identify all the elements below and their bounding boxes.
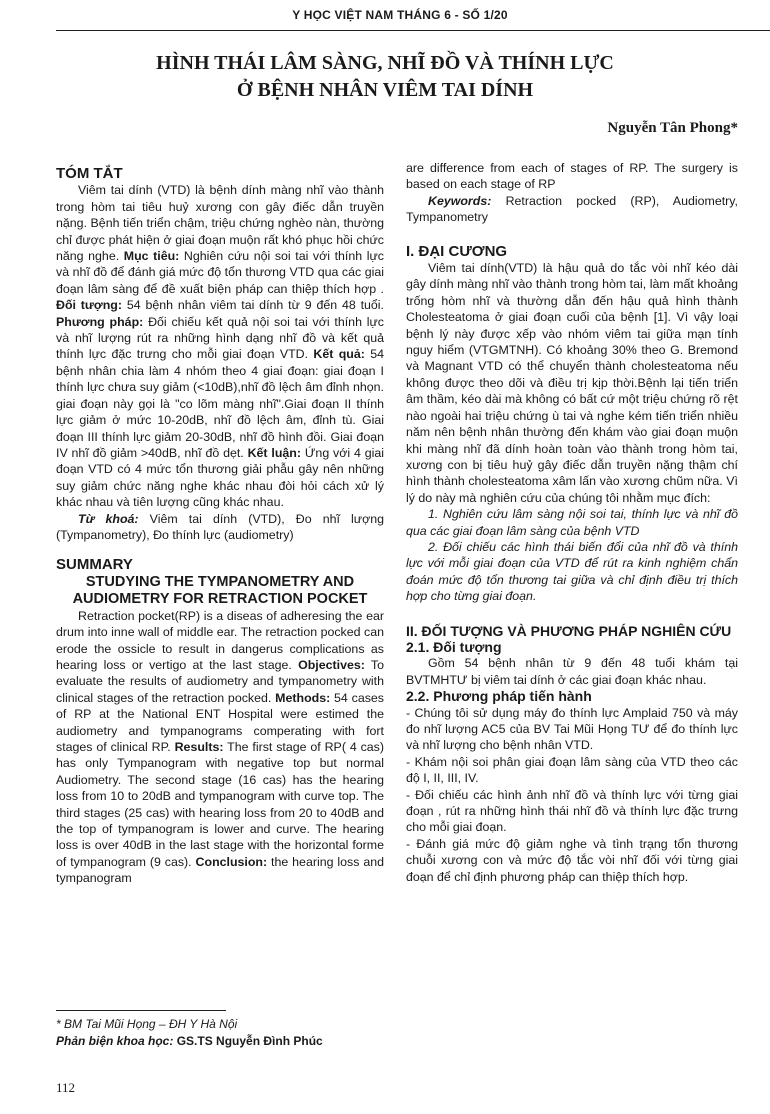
method-bullet-3: - Đối chiếu các hình ảnh nhĩ đồ và thính lực với từng giai đoạn , rút ra những hình thái nhĩ đồ và thính lực đặc trưng cho mỗi giai đoạn. xyxy=(406,787,738,835)
tomtat-ketluan: Ứng với 4 giai đoạn VTD có 4 mức tổn thương giải phẫu gây nên những suy giảm chức năng nghe khác nhau đòi hỏi cách xử lý khác nhau và tiên lượng cũng khác nhau. xyxy=(56,445,384,510)
summary-title-line1: STUDYING THE TYMPANOMETRY AND xyxy=(85,573,355,590)
subsection-2-1: 2.1. Đối tượng xyxy=(406,638,502,655)
article-title-line2: Ở BỆNH NHÂN VIÊM TAI DÍNH xyxy=(236,79,534,101)
tomtat-keywords xyxy=(56,511,384,544)
article-title-line1: HÌNH THÁI LÂM SÀNG, NHĨ ĐỒ VÀ THÍNH LỰC xyxy=(156,52,614,74)
label-results: Results: xyxy=(174,740,224,754)
summary-intro: Retraction pocket(RP) is a diseas of adheresing the ear drum into inne wall of middle ear. The retraction pocked can erode the ossicle to result in dangerus complications as hearing loss or vertigo at the last stage. xyxy=(56,608,384,672)
section2-heading: II. ĐỐI TƯỢNG VÀ PHƯƠNG PHÁP NGHIÊN CỨU xyxy=(406,622,732,639)
label-conclusion: Conclusion: xyxy=(195,854,268,869)
journal-header: Y HỌC VIỆT NAM THÁNG 6 - SỐ 1/20 xyxy=(292,8,508,22)
label-muctieu: Mục tiêu: xyxy=(123,249,180,264)
objective-2: 2. Đối chiếu các hình thái biến đổi của nhĩ đồ và thính lực với mỗi giai đoạn của VTD để rút ra kinh nghiệm chẩn đoán mức độ tổn thương tai giữa và chỉ định điều trị thích hợp cho từng giai đoạn. xyxy=(406,539,738,604)
footnote-affiliation: * BM Tai Mũi Họng – ĐH Y Hà Nội xyxy=(56,1017,238,1031)
label-doituong: Đối tượng: xyxy=(56,298,122,313)
tomtat-muctieu: Nghiên cứu nội soi tai với thính lực và nhĩ đồ để đánh giá mức độ tổn thương VTD qua các giai đoạn lâm sàng để đề xuất biện pháp can thiệp thích hợp . xyxy=(56,249,384,296)
label-tukhoa: Từ khoá: xyxy=(78,511,139,526)
tomtat-intro: Viêm tai dính (VTD) là bệnh dính màng nhĩ vào thành trong hòm tai tiêu huỷ xương con gây điếc dẫn truyền nặng. Bệnh tiến triển chậm, triệu chứng nghèo nàn, thường chỉ được phát hiện ở giai đoạn muộn rất khó phục hồi chức năng nghe. xyxy=(56,183,384,264)
summary-heading: SUMMARY xyxy=(56,556,133,574)
label-ketluan: Kết luận: xyxy=(247,445,301,460)
header-rule xyxy=(56,30,770,31)
footnote-rule xyxy=(56,1010,226,1011)
section1-paragraph: Viêm tai dính(VTD) là hậu quả do tắc vòi nhĩ kéo dài gây dính màng nhĩ vào thành trong hòm tai, làm mất khoảng trống hòm nhĩ và thường dẫn đến hậu quả hình thành Cholesteatoma ở giai đoạn cuối của bệnh [1]. Vì vậy loại bệnh lý này được xếp vào nhóm viêm tai giữa mạn tính nguy hiểm (VTGMTNH). Có khoảng 30% theo G. Bremond và Magnant VTD có thể chuyển thành cholesteatoma nếu không được theo dõi và điều trị kịp thời.Bệnh lại tiến triển âm thầm, kéo dài mà không có bất cứ một triệu chứng rõ rệt nào ngoài hai triệu chứng ù tai và nghe kém tiến triển nhiều năm nên bệnh nhân thường đến khám vào giai đoạn muộn khi màng nhĩ đã dính hoàn toàn vào thành trong hòm tai, xương con bị tiêu huỷ gây điếc dẫn truyền nặng thậm chí hình thành cholesteatoma xâm lấn vào xương chũm nữa. Vì lý do này mà nghiên cứu của chúng tôi nhằm mục đích: xyxy=(406,261,738,505)
summary-methods: 54 cases of RP at the National ENT Hospital were estimed the audiometry and tympanograms comperating with fort stages of clinical RP. xyxy=(56,690,384,754)
objective-1: 1. Nghiên cứu lâm sàng nội soi tai, thính lực và nhĩ đồ qua các giai đoạn lâm sàng của bệnh VTD xyxy=(406,507,738,538)
summary-objectives: To evaluate the results of audiometry and tympanometry with clinical stages of the retraction pocked. xyxy=(56,657,384,705)
method-bullet-4: - Đánh giá mức độ giảm nghe và tình trạng tổn thương chuỗi xương con và mức độ tắc vòi nhĩ đối với từng giai đoạn để chỉ định phương pháp can thiệp thích hợp. xyxy=(406,836,738,884)
summary-keywords xyxy=(406,193,738,226)
tomtat-paragraph xyxy=(56,182,384,510)
summary-paragraph xyxy=(56,608,384,887)
page-number: 112 xyxy=(56,1080,76,1095)
summary-title-line2: AUDIOMETRY FOR RETRACTION POCKET xyxy=(72,590,368,607)
label-phuongphap: Phương pháp: xyxy=(56,314,144,329)
author: Nguyễn Tân Phong* xyxy=(607,120,738,136)
right-column xyxy=(406,160,738,885)
subsection-2-1-text: Gồm 54 bệnh nhân từ 9 đến 48 tuổi khám tại BVTMHTƯ bị viêm tai dính ở các giai đoạn khác nhau. xyxy=(406,656,738,687)
tomtat-ketqua: 54 bệnh nhân chia làm 4 nhóm theo 4 giai đoạn: giai đoạn I thính lực chưa suy giảm (<10dB),nhĩ đồ lệch âm đỉnh nhọn. giai đoạn này gọi là "co lõm màng nhĩ".Giai đoạn II thính lực giảm ở mức 10-20dB, nhĩ đồ lệch âm, đỉnh tù. Giai đoạn III thính lực giảm 20-30dB, nhĩ đồ hình đồi. Giai đoạn IV nhĩ đồ giảm >40dB, nhĩ đồ dẹt. xyxy=(56,347,384,460)
method-bullet-2: - Khám nội soi phân giai đoạn lâm sàng của VTD theo các độ I, II, III, IV. xyxy=(406,754,738,786)
footnote-reviewer-label: Phản biện khoa học: xyxy=(56,1034,174,1048)
summary-keywords-text: Retraction pocked (RP), Audiometry, Tympanometry xyxy=(406,193,738,225)
section1-heading: I. ĐẠI CƯƠNG xyxy=(406,242,508,260)
method-bullet-1: - Chúng tôi sử dụng máy đo thính lực Amplaid 750 và máy đo nhĩ lượng AC5 của BV Tai Mũi Họng TƯ để đo thính lực và nhĩ lượng cho bệnh nhân VTD. xyxy=(406,705,738,753)
label-objectives: Objectives: xyxy=(298,657,365,672)
label-ketqua: Kết quả: xyxy=(313,347,365,362)
footnote xyxy=(56,1016,323,1050)
tomtat-heading: TÓM TẮT xyxy=(56,165,123,182)
summary-continuation: are difference from each of stages of RP. The surgery is based on each stage of RP xyxy=(406,161,738,192)
tomtat-phuongphap: Đối chiếu kết quả nội soi tai với thính lực và nhĩ lượng rút ra những hình dạng nhĩ đồ và kết quả thính lực đặc trưng cho mỗi giai đoạn VTD. xyxy=(56,314,384,362)
subsection-2-2: 2.2. Phương pháp tiến hành xyxy=(406,688,592,705)
summary-conclusion: the hearing loss and tympanogram xyxy=(56,854,384,886)
tomtat-doituong: 54 bệnh nhân viêm tai dính từ 9 đến 48 tuổi. xyxy=(126,298,385,313)
label-keywords: Keywords: xyxy=(428,193,492,208)
summary-results: The first stage of RP( 4 cas) has only Tympanogram with negative top but normal Audiometry. The second stage (16 cas) has the hearing loss from 10 to 20dB and tympanogram with curve top. The third stages (25 cas) with hearing loss from 20 to 40dB and the top of tympanogram is lower and curve. The hearing loss is over 40dB in the last stage with the horizontal forme of tympanogram (9 cas). xyxy=(56,740,385,869)
footnote-reviewer: GS.TS Nguyễn Đình Phúc xyxy=(176,1034,323,1048)
tomtat-keywords-text: Viêm tai dính (VTD), Đo nhĩ lượng (Tympanometry), Đo thính lực (audiometry) xyxy=(56,511,384,542)
left-column xyxy=(56,166,384,887)
label-methods: Methods: xyxy=(275,690,331,705)
